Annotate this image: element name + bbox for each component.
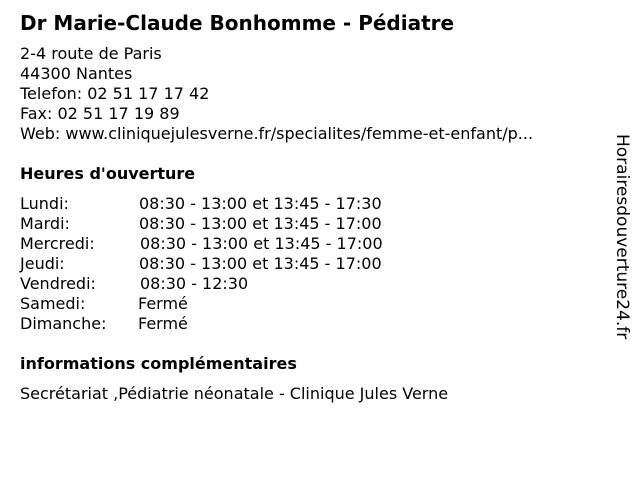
day-label: Lundi: [20,194,69,213]
address-city: 44300 Nantes [20,64,133,83]
hours-value: 08:30 - 13:00 et 13:45 - 17:00 [139,254,382,273]
fax-number: Fax: 02 51 17 19 89 [20,104,180,123]
page-title: Dr Marie-Claude Bonhomme - Pédiatre [20,11,455,35]
site-brand-watermark[interactable]: Horairesdouverture24.fr [612,134,632,340]
hours-value: 08:30 - 13:00 et 13:45 - 17:30 [139,194,382,213]
contact-block [20,44,533,144]
hours-value: Fermé [138,294,188,313]
additional-info-text: Secrétariat ,Pédiatrie néonatale - Clinique Jules Verne [20,384,449,403]
hours-value: 08:30 - 13:00 et 13:45 - 17:00 [139,214,382,233]
day-label: Mercredi: [20,234,95,253]
hours-value: Fermé [138,314,188,333]
opening-hours-heading: Heures d'ouverture [20,164,196,183]
day-label: Mardi: [20,214,70,233]
additional-info-heading: informations complémentaires [20,354,297,373]
address-street: 2-4 route de Paris [20,44,162,63]
day-label: Jeudi: [20,254,65,273]
day-label: Samedi: [20,294,86,313]
hours-value: 08:30 - 12:30 [140,274,249,293]
phone-number[interactable]: Telefon: 02 51 17 17 42 [20,84,210,103]
day-label: Dimanche: [20,314,107,333]
hours-value: 08:30 - 13:00 et 13:45 - 17:00 [140,234,383,253]
day-label: Vendredi: [20,274,96,293]
website-link[interactable]: Web: www.cliniquejulesverne.fr/specialites/femme-et-enfant/p... [20,124,534,143]
